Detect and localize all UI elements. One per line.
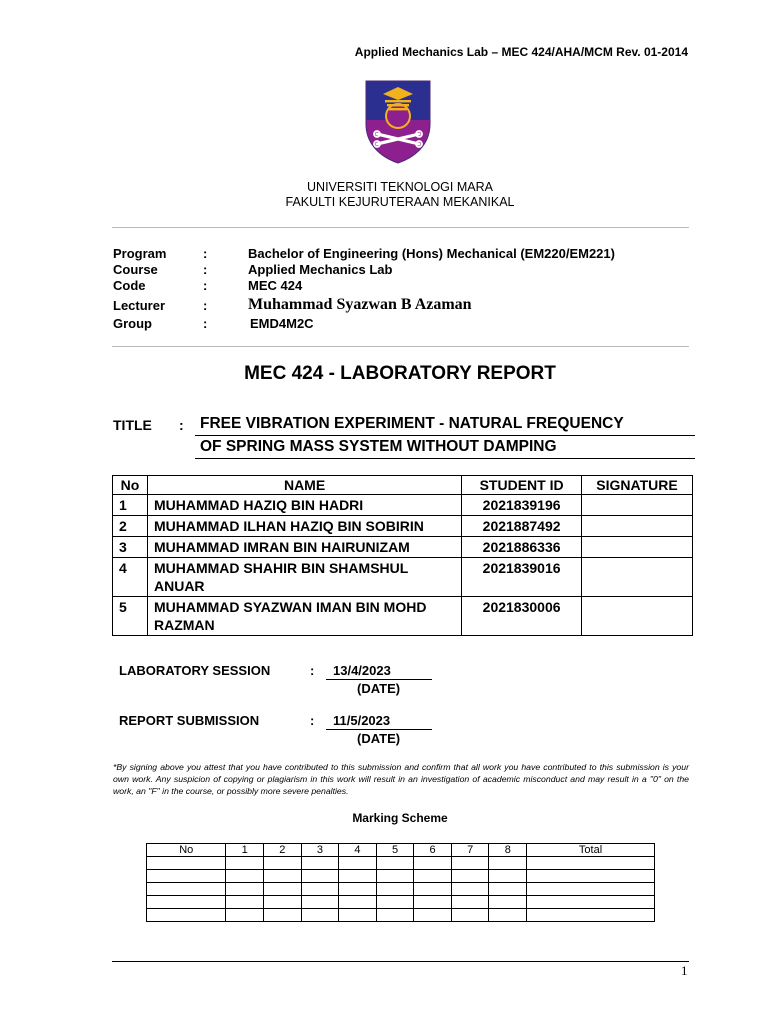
table-row [113,537,693,558]
student-id: 2021839196 [462,495,582,516]
marking-cell [527,870,655,883]
marking-cell [147,870,226,883]
marking-row [147,870,655,883]
marking-cell [489,857,527,870]
marking-cell [339,896,377,909]
program-value: Bachelor of Engineering (Hons) Mechanical (EM220/EM221) [248,246,615,261]
student-name: MUHAMMAD SYAZWAN IMAN BIN MOHD RAZMAN [147,597,461,636]
report-submission-label: REPORT SUBMISSION [119,713,260,728]
student-name: MUHAMMAD HAZIQ BIN HADRI [147,495,461,516]
marking-cell [451,870,489,883]
marking-scheme-table [146,843,655,922]
marking-cell [147,909,226,922]
marking-cell [414,857,452,870]
title-colon: : [179,417,184,433]
code-label: Code [113,278,146,293]
marking-cell [527,896,655,909]
marking-header-cell: Total [527,844,655,857]
student-table [112,475,693,636]
marking-scheme-title: Marking Scheme [352,811,448,825]
marking-cell [451,896,489,909]
student-no: 1 [113,495,148,516]
marking-cell [527,909,655,922]
marking-cell [226,896,264,909]
student-signature [582,495,693,516]
header-name: NAME [147,476,461,495]
marking-cell [339,857,377,870]
marking-row [147,883,655,896]
marking-cell [376,896,414,909]
plagiarism-disclaimer: *By signing above you attest that you have contributed to this submission and confirm that all work you have contributed to this submission is your own work. Any suspicion of copying or plagiarism in this work will result in an investigation of academic misconduct and may result in a "0" on the work, an "F" in the course, or possibly more severe penalties. [113,762,689,796]
marking-cell [301,857,339,870]
university-crest-logo [365,80,431,164]
title-line-1: FREE VIBRATION EXPERIMENT - NATURAL FREQUENCY [195,415,695,436]
report-submission-date-caption: (DATE) [357,731,401,746]
document-reference: Applied Mechanics Lab – MEC 424/AHA/MCM Rev. 01-2014 [354,45,688,59]
student-id: 2021839016 [462,558,582,597]
divider-middle [112,346,689,347]
marking-header-cell: 6 [414,844,452,857]
marking-cell [264,896,302,909]
table-row [113,558,693,597]
marking-cell [147,896,226,909]
marking-cell [451,857,489,870]
marking-header-cell: 8 [489,844,527,857]
table-row [113,597,693,636]
marking-cell [414,883,452,896]
marking-cell [147,857,226,870]
marking-cell [226,883,264,896]
table-row [113,516,693,537]
marking-cell [414,896,452,909]
divider-top [112,227,689,228]
university-name: UNIVERSITI TEKNOLOGI MARA [307,180,493,194]
student-id: 2021830006 [462,597,582,636]
course-value: Applied Mechanics Lab [248,262,393,277]
lab-session-label: LABORATORY SESSION [119,663,271,678]
lab-session-date: 13/4/2023 [326,663,432,680]
student-no: 2 [113,516,148,537]
report-title: MEC 424 - LABORATORY REPORT [244,363,556,384]
marking-cell [264,870,302,883]
marking-cell [264,883,302,896]
lecturer-colon: : [203,298,208,313]
marking-cell [301,896,339,909]
marking-header-cell: 4 [339,844,377,857]
marking-cell [489,870,527,883]
header-no: No [113,476,148,495]
report-submission-colon: : [310,713,315,728]
marking-cell [147,883,226,896]
marking-cell [339,909,377,922]
marking-header-cell: 1 [226,844,264,857]
report-submission-date: 11/5/2023 [326,713,432,730]
marking-cell [301,870,339,883]
page-number: 1 [681,963,688,978]
code-value: MEC 424 [248,278,303,293]
marking-cell [376,883,414,896]
marking-cell [376,870,414,883]
group-label: Group [113,316,152,331]
university-heading [0,180,768,210]
student-name: MUHAMMAD IMRAN BIN HAIRUNIZAM [147,537,461,558]
student-name: MUHAMMAD ILHAN HAZIQ BIN SOBIRIN [147,516,461,537]
student-id: 2021887492 [462,516,582,537]
marking-cell [226,870,264,883]
marking-cell [376,857,414,870]
course-label: Course [113,262,158,277]
student-signature [582,537,693,558]
title-label: TITLE [113,417,152,433]
student-id: 2021886336 [462,537,582,558]
marking-header-cell: 3 [301,844,339,857]
student-name: MUHAMMAD SHAHIR BIN SHAMSHUL ANUAR [147,558,461,597]
student-signature [582,558,693,597]
marking-cell [376,909,414,922]
marking-header-cell: 7 [451,844,489,857]
marking-cell [226,857,264,870]
marking-cell [339,870,377,883]
student-signature [582,516,693,537]
program-colon: : [203,246,208,261]
student-no: 4 [113,558,148,597]
marking-body [147,857,655,922]
program-label: Program [113,246,167,261]
code-colon: : [203,278,208,293]
title-line-2: OF SPRING MASS SYSTEM WITHOUT DAMPING [195,438,695,459]
marking-row [147,896,655,909]
table-row [113,495,693,516]
marking-cell [264,909,302,922]
student-table-header [113,476,693,495]
marking-cell [264,857,302,870]
lab-session-date-caption: (DATE) [357,681,401,696]
marking-row [147,857,655,870]
marking-cell [414,909,452,922]
student-no: 3 [113,537,148,558]
marking-cell [489,909,527,922]
header-student-id: STUDENT ID [462,476,582,495]
marking-row [147,909,655,922]
group-value: EMD4M2C [250,316,314,331]
marking-cell [527,883,655,896]
marking-cell [301,909,339,922]
marking-cell [451,909,489,922]
marking-cell [301,883,339,896]
marking-cell [489,883,527,896]
faculty-name: FAKULTI KEJURUTERAAN MEKANIKAL [285,195,515,209]
student-no: 5 [113,597,148,636]
marking-header-row [147,844,655,857]
course-colon: : [203,262,208,277]
marking-cell [226,909,264,922]
lecturer-value: Muhammad Syazwan B Azaman [248,296,472,313]
marking-cell [527,857,655,870]
marking-cell [489,896,527,909]
marking-header-cell: 2 [264,844,302,857]
marking-cell [451,883,489,896]
marking-cell [414,870,452,883]
footer-divider [112,961,689,962]
header-signature: SIGNATURE [582,476,693,495]
marking-header-cell: No [147,844,226,857]
student-signature [582,597,693,636]
lecturer-label: Lecturer [113,298,166,313]
group-colon: : [203,316,208,331]
lab-session-colon: : [310,663,315,678]
marking-header-cell: 5 [376,844,414,857]
marking-cell [339,883,377,896]
